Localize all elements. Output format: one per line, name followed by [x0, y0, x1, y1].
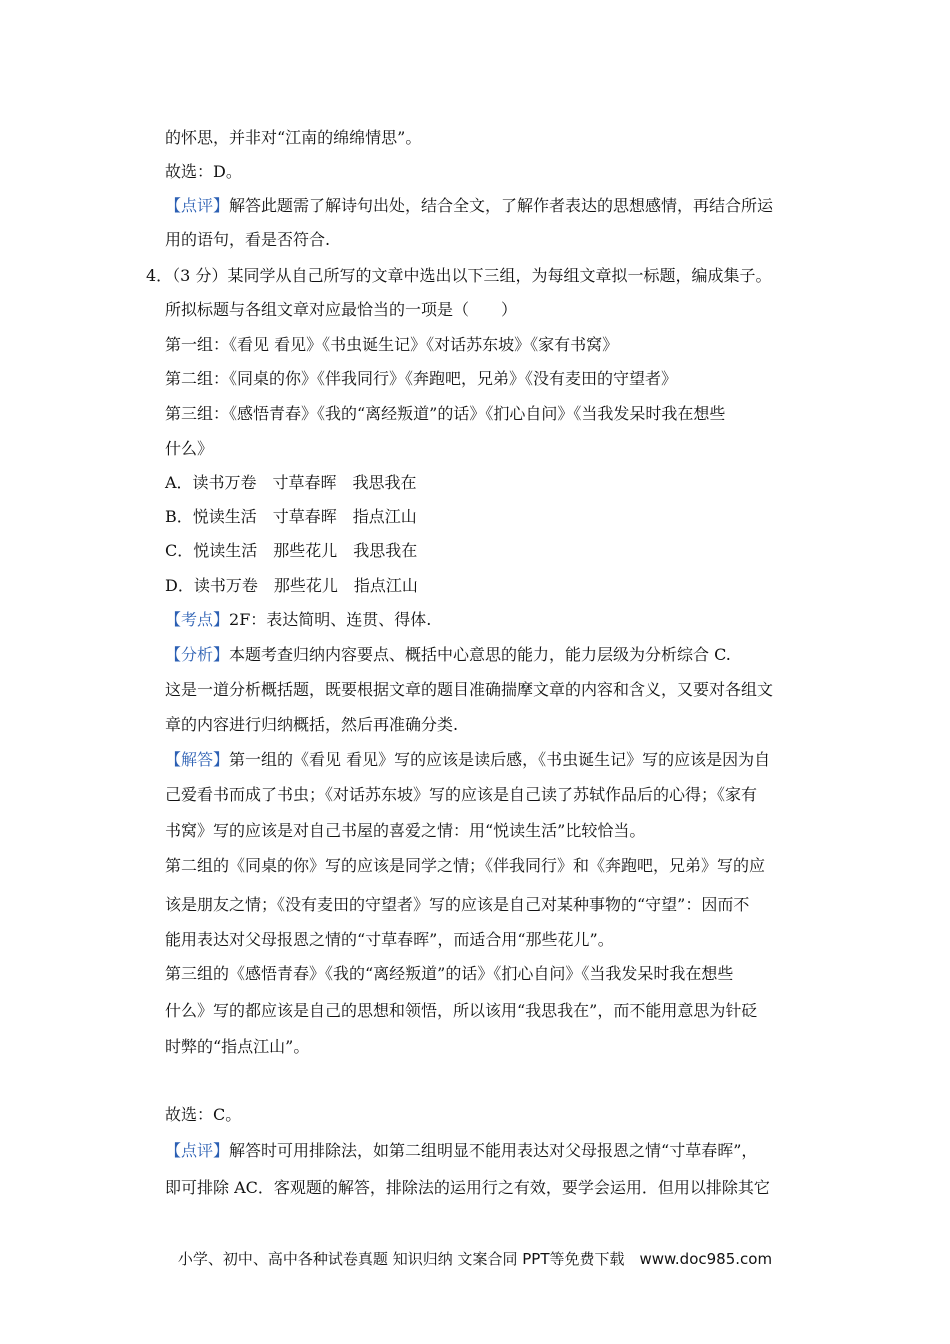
text-line: 这是一道分析概括题，既要根据文章的题目准确揣摩文章的内容和含义，又要对各组文	[165, 680, 774, 699]
question-4: 4．（3 分）某同学从自己所写的文章中选出以下三组，为每组文章拟一标题，编成集子。	[146, 266, 772, 285]
text-line: 时弊的“指点江山”。	[165, 1037, 310, 1056]
text-line: 【分析】本题考查归纳内容要点、概括中心意思的能力，能力层级为分析综合 C.	[165, 645, 731, 664]
text-line: 第二组：《同桌的你》《伴我同行》《奔跑吧，兄弟》《没有麦田的守望者》	[165, 369, 678, 388]
text-line: 【点评】解答时可用排除法，如第二组明显不能用表达对父母报恩之情“寸草春晖”，	[165, 1141, 758, 1160]
text-line: 所拟标题与各组文章对应最恰当的一项是（ ）	[165, 300, 518, 319]
text-line: 的怀思，并非对“江南的绵绵情思”。	[165, 128, 422, 147]
text-line: 故选：D。	[165, 162, 242, 181]
text-line: 什么》	[165, 439, 214, 458]
text-line: 己爱看书而成了书虫；《对话苏东坡》写的应该是自己读了苏轼作品后的心得；《家有	[165, 785, 758, 804]
comment-tag: 【点评】	[165, 196, 230, 215]
text-line: 即可排除 AC．客观题的解答，排除法的运用行之有效，要学会运用．但用以排除其它	[165, 1178, 770, 1197]
comment-tag: 【点评】	[165, 1141, 230, 1160]
text-line: 用的语句，看是否符合.	[165, 230, 331, 249]
text-line: 第三组的《感悟青春》《我的“离经叛道”的话》《扪心自问》《当我发呆时我在想些	[165, 964, 734, 983]
text-line: 【考点】2F：表达简明、连贯、得体.	[165, 610, 432, 629]
text-line: 能用表达对父母报恩之情的“寸草春晖”，而适合用“那些花儿”。	[165, 930, 614, 949]
text-line: 什么》写的都应该是自己的思想和领悟，所以该用“我思我在”，而不能用意思为针砭	[165, 1001, 758, 1020]
option-d: D．读书万卷 那些花儿 指点江山	[165, 576, 418, 595]
analysis-tag: 【分析】	[165, 645, 230, 664]
text-line: 【解答】第一组的《看见 看见》写的应该是读后感，《书虫诞生记》写的应该是因为自	[165, 750, 771, 769]
text-line: 故选：C。	[165, 1105, 242, 1124]
option-c: C．悦读生活 那些花儿 我思我在	[165, 541, 418, 560]
option-a: A．读书万卷 寸草春晖 我思我在	[165, 473, 417, 492]
text-line: 书窝》写的应该是对自己书屋的喜爱之情：用“悦读生活”比较恰当。	[165, 821, 646, 840]
text-line: 第三组：《感悟青春》《我的“离经叛道”的话》《扪心自问》《当我发呆时我在想些	[165, 404, 726, 423]
option-b: B．悦读生活 寸草春晖 指点江山	[165, 507, 417, 526]
text-line: 第一组：《看见 看见》《书虫诞生记》《对话苏东坡》《家有书窝》	[165, 335, 619, 354]
text-line: 【点评】解答此题需了解诗句出处，结合全文，了解作者表达的思想感情，再结合所运	[165, 196, 774, 215]
text-line: 章的内容进行归纳概括，然后再准确分类.	[165, 715, 459, 734]
kaodian-tag: 【考点】	[165, 610, 230, 629]
text-line: 第二组的《同桌的你》写的应该是同学之情；《伴我同行》和《奔跑吧，兄弟》写的应	[165, 856, 766, 875]
answer-tag: 【解答】	[165, 750, 230, 769]
page-footer: 小学、初中、高中各种试卷真题 知识归纳 文案合同 PPT等免费下载 www.doc985.com	[177, 1250, 773, 1268]
text-line: 该是朋友之情；《没有麦田的守望者》写的应该是自己对某种事物的“守望”：因而不	[165, 895, 750, 914]
